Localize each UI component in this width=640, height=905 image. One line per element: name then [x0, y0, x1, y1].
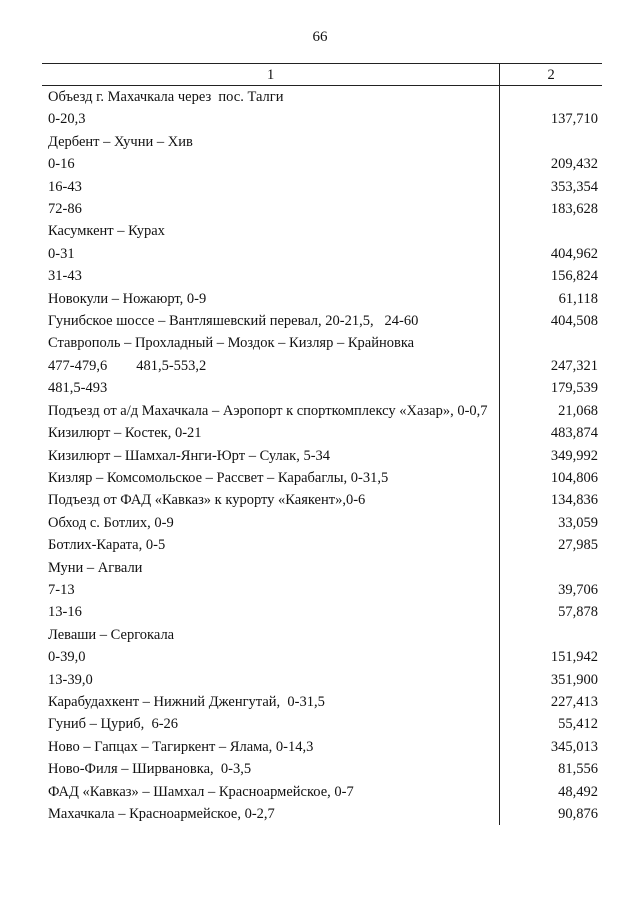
road-section-name: Подъезд от а/д Махачкала – Аэропорт к спорткомплексу «Хазар», 0-0,7 — [42, 400, 500, 422]
table-row — [42, 646, 602, 668]
page-number: 66 — [312, 29, 328, 45]
table-row — [42, 176, 602, 198]
road-section-value: 183,628 — [550, 201, 598, 218]
road-section-value: 247,321 — [550, 357, 598, 374]
table-row — [42, 400, 602, 422]
road-section-name: Карабудахкент – Нижний Дженгутай, 0-31,5 — [42, 691, 500, 713]
table-row — [42, 534, 602, 556]
road-section-name: Ставрополь – Прохладный – Моздок – Кизляр – Крайновка — [42, 332, 500, 354]
road-section-name: Дербент – Хучни – Хив — [42, 131, 500, 153]
road-section-value: 137,710 — [550, 111, 598, 128]
road-section-value: 156,824 — [550, 268, 598, 285]
table-row — [42, 243, 602, 265]
table-row — [42, 489, 602, 511]
road-section-name: Махачкала – Красноармейское, 0-2,7 — [42, 803, 500, 825]
table-row — [42, 713, 602, 735]
road-section-value: 345,013 — [550, 738, 598, 755]
road-section-value — [500, 624, 602, 646]
table-row — [42, 579, 602, 601]
road-section-value: 104,806 — [550, 469, 598, 486]
table-row — [42, 131, 602, 153]
table-header — [42, 64, 602, 86]
road-section-value: 81,556 — [558, 761, 598, 778]
road-section-name: Кизилюрт – Шамхал-Янги-Юрт – Сулак, 5-34 — [42, 445, 500, 467]
table-row — [42, 198, 602, 220]
road-section-name: 477-479,6 481,5-553,2 — [42, 355, 500, 377]
table-row — [42, 377, 602, 399]
road-section-name: Ботлих-Карата, 0-5 — [42, 534, 500, 556]
column-header-2: 2 — [500, 64, 602, 86]
table-row — [42, 601, 602, 623]
road-section-value — [500, 332, 602, 354]
road-section-value: 33,059 — [558, 514, 598, 531]
road-section-value: 179,539 — [550, 380, 598, 397]
road-section-name: 0-31 — [42, 243, 500, 265]
road-section-name: 0-16 — [42, 153, 500, 175]
road-section-name: Гунибское шоссе – Вантляшевский перевал, 20-21,5, 24-60 — [42, 310, 500, 332]
road-section-value: 27,985 — [558, 537, 598, 554]
table-row — [42, 153, 602, 175]
road-section-value: 404,962 — [550, 245, 598, 262]
table-row — [42, 288, 602, 310]
road-section-value — [500, 220, 602, 242]
road-section-name: Гуниб – Цуриб, 6-26 — [42, 713, 500, 735]
road-section-name: Кизляр – Комсомольское – Рассвет – Карабаглы, 0-31,5 — [42, 467, 500, 489]
road-section-value: 349,992 — [550, 447, 598, 464]
road-section-value: 404,508 — [550, 313, 598, 330]
road-section-name: 0-39,0 — [42, 646, 500, 668]
table-body — [42, 86, 602, 826]
road-section-value — [500, 131, 602, 153]
road-section-name: 16-43 — [42, 176, 500, 198]
road-section-value: 21,068 — [558, 402, 598, 419]
road-section-value: 209,432 — [550, 156, 598, 173]
road-section-name: 7-13 — [42, 579, 500, 601]
road-table — [42, 63, 602, 825]
table-row — [42, 736, 602, 758]
table-row — [42, 512, 602, 534]
road-section-name: 481,5-493 — [42, 377, 500, 399]
road-section-name: Кизилюрт – Костек, 0-21 — [42, 422, 500, 444]
road-section-name: Обход с. Ботлих, 0-9 — [42, 512, 500, 534]
table-row — [42, 310, 602, 332]
table-row — [42, 669, 602, 691]
road-section-value: 57,878 — [558, 604, 598, 621]
table-row — [42, 467, 602, 489]
road-section-value: 134,836 — [550, 492, 598, 509]
road-section-value: 351,900 — [550, 671, 598, 688]
road-section-value: 90,876 — [558, 806, 598, 822]
road-section-name: Ново – Гапцах – Тагиркент – Ялама, 0-14,3 — [42, 736, 500, 758]
road-section-value — [500, 86, 602, 109]
road-section-value: 61,118 — [558, 290, 598, 307]
road-table-container — [42, 63, 602, 825]
road-section-name: ФАД «Кавказ» – Шамхал – Красноармейское, 0-7 — [42, 781, 500, 803]
table-row — [42, 781, 602, 803]
table-row — [42, 265, 602, 287]
table-row — [42, 624, 602, 646]
road-section-value: 353,354 — [550, 178, 598, 195]
table-row — [42, 758, 602, 780]
road-section-name: 31-43 — [42, 265, 500, 287]
table-row — [42, 422, 602, 444]
table-row — [42, 86, 602, 109]
road-section-name: Ново-Филя – Ширвановка, 0-3,5 — [42, 758, 500, 780]
road-section-name: Подъезд от ФАД «Кавказ» к курорту «Каякент»,0-6 — [42, 489, 500, 511]
table-row — [42, 557, 602, 579]
road-section-name: Объезд г. Махачкала через пос. Талги — [42, 86, 500, 109]
road-section-name: Муни – Агвали — [42, 557, 500, 579]
table-row — [42, 108, 602, 130]
column-header-1: 1 — [42, 64, 500, 86]
road-section-value: 151,942 — [550, 649, 598, 666]
road-section-name: Новокули – Ножаюрт, 0-9 — [42, 288, 500, 310]
table-row — [42, 220, 602, 242]
road-section-value: 227,413 — [550, 693, 598, 710]
table-row — [42, 355, 602, 377]
road-section-name: 72-86 — [42, 198, 500, 220]
road-section-name: 13-16 — [42, 601, 500, 623]
road-section-name: 0-20,3 — [42, 108, 500, 130]
road-section-value: 483,874 — [550, 425, 598, 442]
table-row — [42, 803, 602, 825]
road-section-name: 13-39,0 — [42, 669, 500, 691]
table-row — [42, 332, 602, 354]
table-row — [42, 445, 602, 467]
road-section-value: 39,706 — [558, 581, 598, 598]
header-row — [42, 64, 602, 86]
road-section-name: Касумкент – Курах — [42, 220, 500, 242]
road-section-value: 48,492 — [558, 783, 598, 800]
table-row — [42, 691, 602, 713]
road-section-value: 55,412 — [558, 716, 598, 733]
road-section-value — [500, 557, 602, 579]
road-section-name: Леваши – Сергокала — [42, 624, 500, 646]
